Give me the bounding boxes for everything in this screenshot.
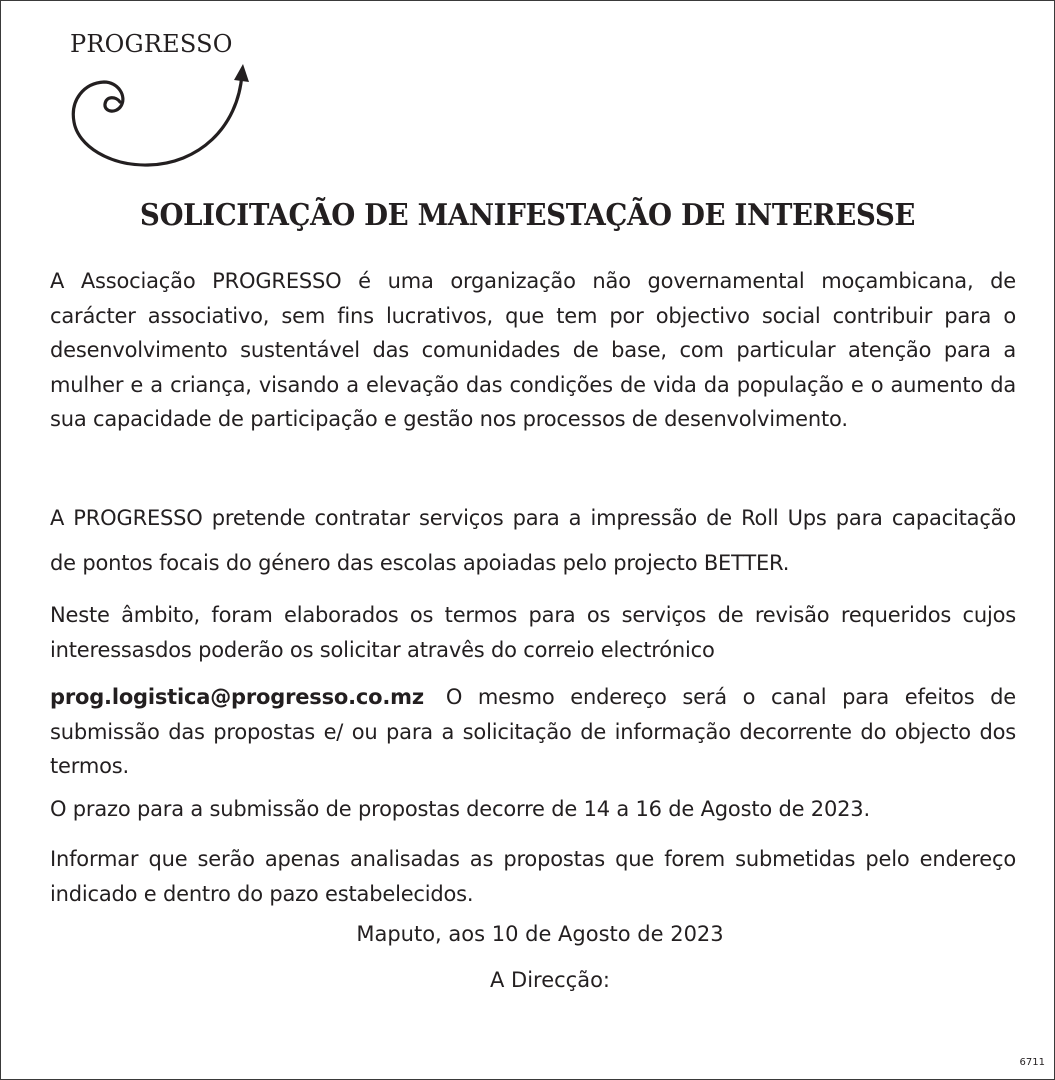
notice-title: SOLICITAÇÃO DE MANIFESTAÇÃO DE INTERESSE [139,198,916,233]
paragraph-about: A Associação PROGRESSO é uma organização não governamental moçambicana, de carácter associativo, sem fins lucrativos, que tem por objectivo social contribuir para o desenvolvimento sustentável das comunidades de base, com particular atenção para a mulher e a criança, visando a elevação das condições de vida da população e o aumento da sua capacidade de participação e gestão nos processos de desenvolvimento. [50,269,1016,431]
paragraph-deadline: O prazo para a submissão de propostas decorre de 14 a 16 de Agosto de 2023. [50,797,870,821]
paragraph-submission-text: O mesmo endereço será o canal para efeitos de submissão das propostas e/ ou para a solicitação de informação decorrente do objecto dos termos. [50,685,1016,778]
progresso-logo [58,26,268,186]
paragraph-terms: Neste âmbito, foram elaborados os termos para os serviços de revisão requeridos cujos interessasdos poderão os solicitar atravês do correio electrónico [50,603,1016,662]
logo-text: PROGRESSO [70,30,233,58]
paragraph-evaluation: Informar que serão apenas analisadas as propostas que forem submetidas pelo endereço indicado e dentro do pazo estabelecidos. [50,847,1016,906]
reference-number: 6711 [1019,1057,1045,1068]
city-date: Maputo, aos 10 de Agosto de 2023 [356,922,724,946]
contact-email[interactable]: prog.logistica@progresso.co.mz [50,685,424,709]
paragraph-service: A PROGRESSO pretende contratar serviços para a impressão de Roll Ups para capacitação de pontos focais do género das escolas apoiadas pelo projecto BETTER. [50,506,1016,575]
signature-line: A Direcção: [489,968,611,992]
paragraph-submission-channel [50,680,1016,784]
